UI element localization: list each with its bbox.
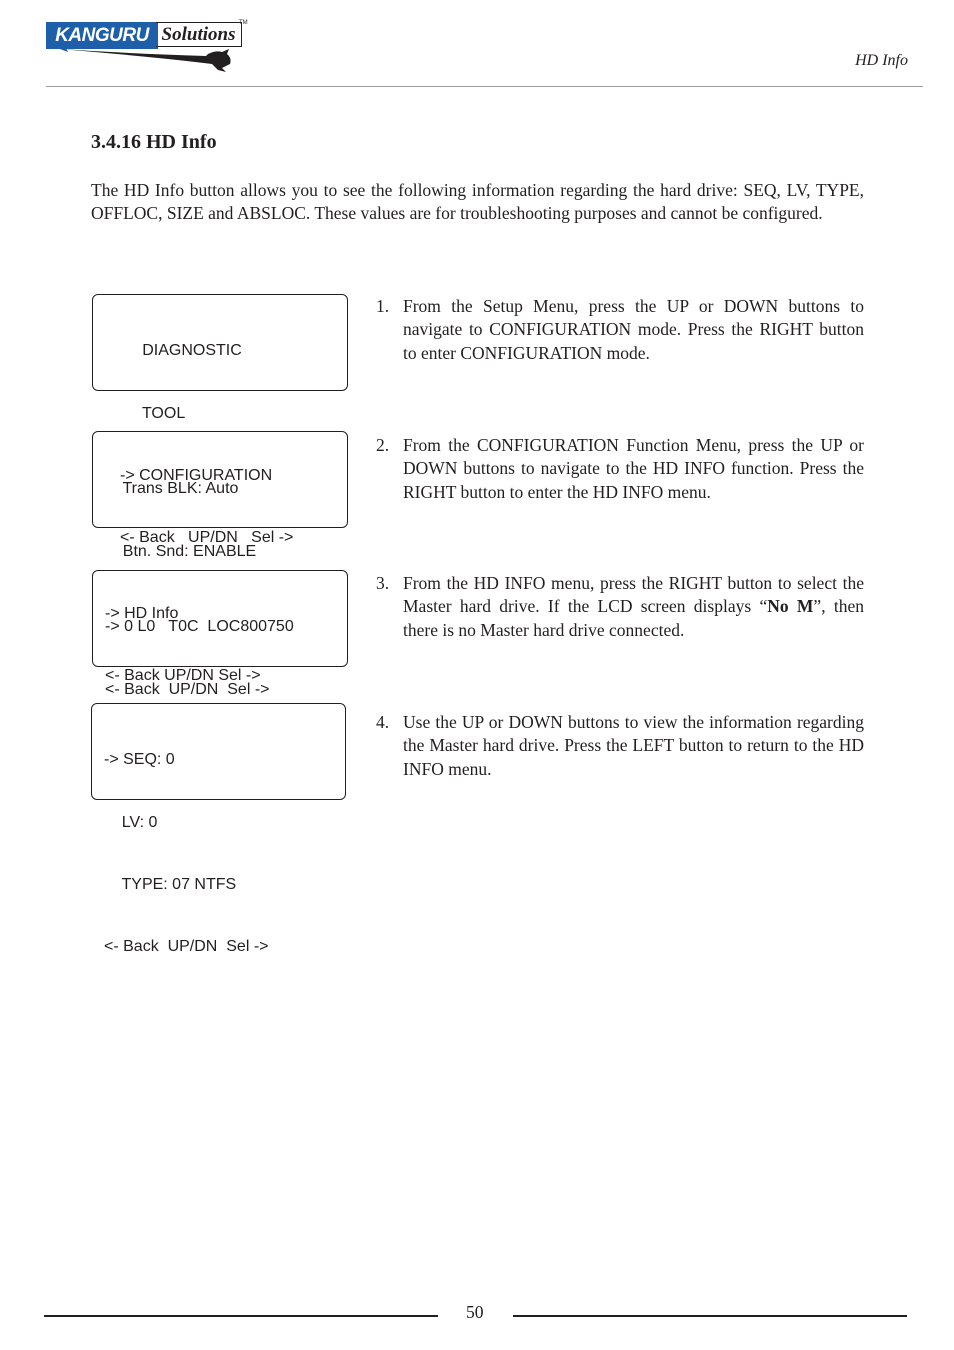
footer-rule-right <box>513 1315 907 1317</box>
kanguru-logo <box>46 22 246 78</box>
lcd-line: Btn. Snd: ENABLE <box>105 542 257 560</box>
logo-trademark: TM <box>239 20 248 26</box>
kangaroo-swoosh-icon <box>46 46 246 74</box>
lcd-line: <- Back UP/DN Sel -> <box>105 680 270 698</box>
lcd-line: -> 0 L0 T0C LOC800750 <box>105 618 294 636</box>
lcd-line: <- Back UP/DN Sel -> <box>104 937 269 955</box>
step-number: 1. <box>376 296 390 316</box>
lcd-line: TYPE: 07 NTFS <box>104 875 237 893</box>
logo-brand-text: KANGURU <box>46 22 158 49</box>
step-number: 3. <box>376 573 390 593</box>
lcd-line: DIAGNOSTIC <box>120 342 242 360</box>
step-text-bold: No M <box>767 596 814 617</box>
step-text: Use the UP or DOWN buttons to view the information regarding the Master hard drive. Press the LEFT button to return to the HD INFO menu. <box>403 712 864 779</box>
footer-rule-left <box>44 1315 438 1317</box>
step-2 <box>376 434 864 504</box>
step-4 <box>376 711 864 781</box>
lcd-screen-master-drive <box>92 570 348 698</box>
lcd-line: LV: 0 <box>104 813 158 831</box>
intro-paragraph: The HD Info button allows you to see the following information regarding the hard drive: SEQ, LV, TYPE, OFFLOC, SIZE and ABSLOC. These values are for troubleshooting purposes and cannot be configured. <box>91 180 864 224</box>
section-title: 3.4.16 HD Info <box>91 131 217 153</box>
lcd-line: <- Back UP/DN Sel -> <box>105 666 261 684</box>
step-text <box>403 572 864 642</box>
header-section-label: HD Info <box>855 52 908 69</box>
lcd-line: -> CONFIGURATION <box>120 466 273 484</box>
lcd-line: <- Back UP/DN Sel -> <box>120 528 294 546</box>
step-text: From the Setup Menu, press the UP or DOWN buttons to navigate to CONFIGURATION mode. Press the RIGHT button to enter CONFIGURATION mode. <box>403 296 864 363</box>
lcd-line: Trans BLK: Auto <box>105 480 239 498</box>
header-divider <box>46 86 923 87</box>
step-3 <box>376 572 864 642</box>
lcd-line: TOOL <box>120 404 186 422</box>
lcd-screen-drive-details <box>91 703 346 955</box>
step-1 <box>376 295 864 365</box>
logo-suffix-text: Solutions <box>156 22 242 47</box>
lcd-line: -> SEQ: 0 <box>104 751 175 769</box>
page-number: 50 <box>466 1302 484 1322</box>
lcd-line: -> HD Info <box>105 604 179 622</box>
step-text: From the CONFIGURATION Function Menu, press the UP or DOWN buttons to navigate to the HD INFO function. Press the RIGHT button to enter the HD INFO menu. <box>403 435 864 502</box>
step-text-after: ”, then there is no Master hard drive connected. <box>403 596 864 640</box>
step-number: 2. <box>376 435 390 455</box>
step-text-before: From the HD INFO menu, press the RIGHT button to select the Master hard drive. If the LCD screen displays “ <box>403 573 864 617</box>
step-number: 4. <box>376 712 390 732</box>
